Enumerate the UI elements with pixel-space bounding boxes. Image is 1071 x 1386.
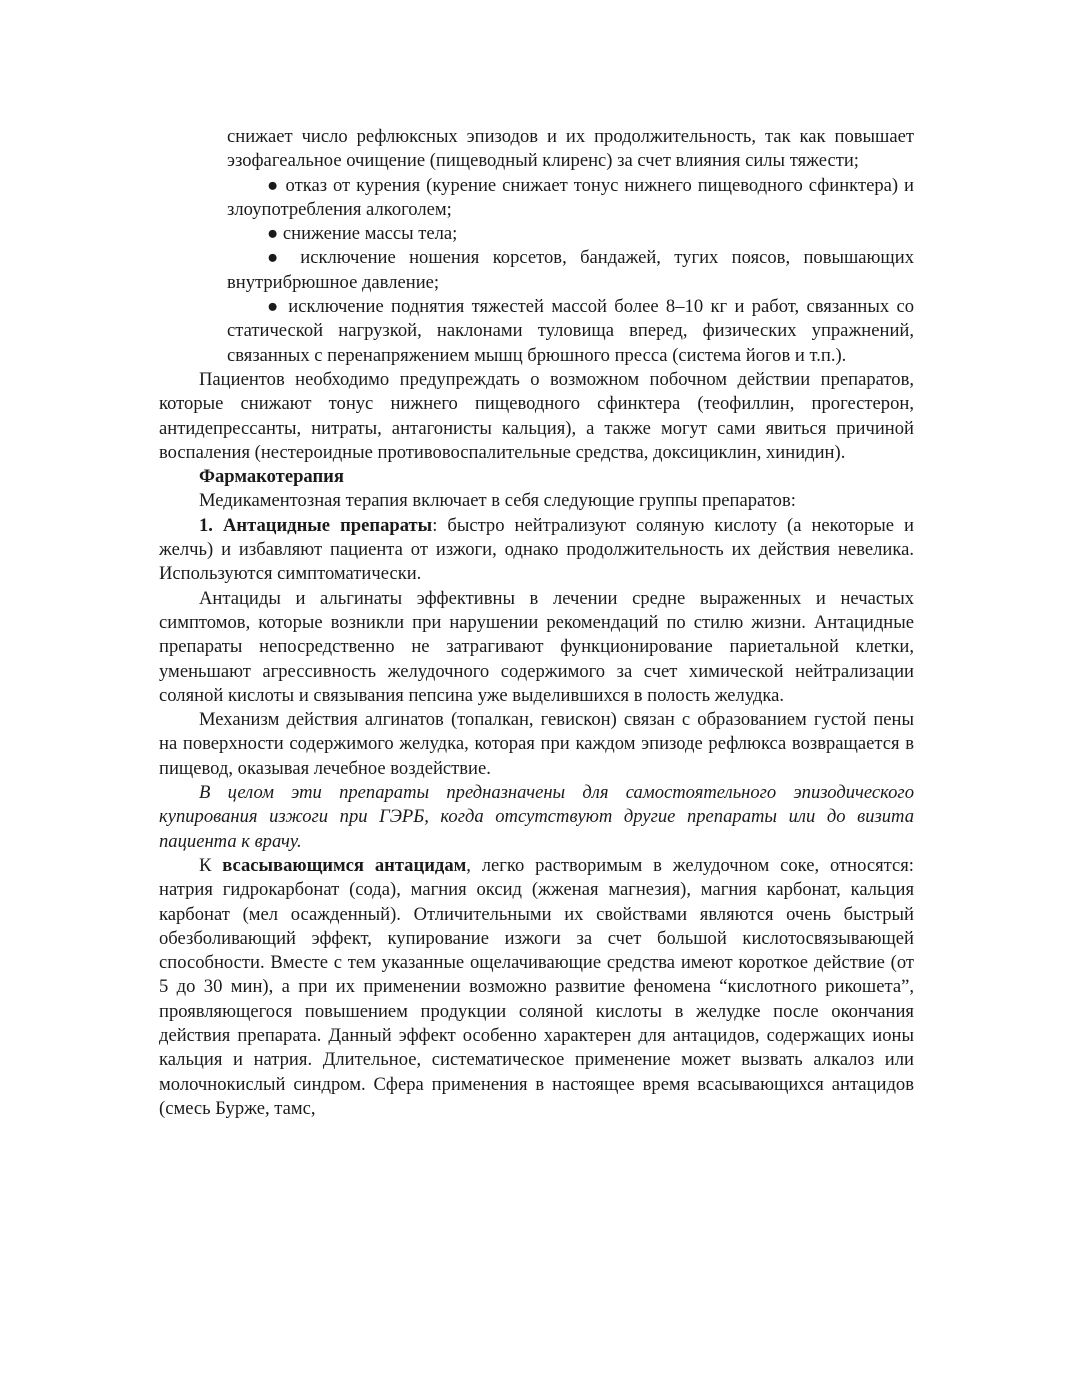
warning-paragraph: Пациентов необходимо предупреждать о возможном побочном действии препаратов, которые снижают тонус нижнего пищеводного сфинктера (теофиллин, прогестерон, антидепрессанты, нитраты, антагонисты кальция), а также могут сами явиться причиной воспаления (нестероидные противовоспалительные средства, доксициклин, хинидин).: [159, 368, 914, 463]
absorb-prefix: К: [199, 854, 223, 876]
alginates-paragraph: Антациды и альгинаты эффективны в лечении средне выраженных и нечастых симптомов, которые возникли при нарушении рекомендаций по стилю жизни. Антацидные препараты непосредственно не затрагивают функционирование париетальной клетки, уменьшают агрессивность желудочного содержимого за счет химической нейтрализации соляной кислоты и связывания пепсина уже выделившихся в полость желудка.: [159, 587, 914, 706]
antacids-paragraph: [159, 514, 914, 587]
section-heading-pharmacotherapy: Фармакотерапия: [199, 466, 344, 488]
bullet-item: ● отказ от курения (курение снижает тонус нижнего пищеводного сфинктера) и злоупотребления алкоголем;: [227, 174, 914, 220]
bullet-item: ● исключение ношения корсетов, бандажей, тугих поясов, повышающих внутрибрюшное давление;: [227, 247, 914, 293]
bullet-item: ● снижение массы тела;: [267, 223, 458, 245]
absorbable-antacids-paragraph: [159, 854, 914, 1121]
italic-note-paragraph: В целом эти препараты предназначены для самостоятельного эпизодического купирования изжоги при ГЭРБ, когда отсутствуют другие препараты или до визита пациента к врачу.: [159, 782, 914, 852]
antacids-heading: 1. Антацидные препараты: [199, 514, 433, 536]
document-page: [159, 125, 914, 1121]
absorb-text: , легко растворимым в желудочном соке, относятся: натрия гидрокарбонат (сода), магния оксид (жженая магнезия), магния карбонат, кальция карбонат (мел осажденный). Отличительными их свойствами являются очень быстрый обезболивающий эффект, купирование изжоги за счет большой кислотосвязывающей способности. Вместе с тем указанные ощелачивающие средства имеют короткое действие (от 5 до 30 мин), а при их применении возможно развитие феномена “кислотного рикошета”, проявляющегося повышением продукции соляной кислоты в желудке после окончания действия препарата. Данный эффект особенно характерен для антацидов, содержащих ионы кальция и натрия. Длительное, систематическое применение может вызвать алкалоз или молочнокислый синдром. Сфера применения в настоящее время всасывающихся антацидов (смесь Бурже, тамс,: [159, 854, 914, 1119]
mechanism-paragraph: Механизм действия алгинатов (топалкан, гевискон) связан с образованием густой пены на поверхности содержимого желудка, которая при каждом эпизоде рефлюкса возвращается в пищевод, оказывая лечебное воздействие.: [159, 709, 914, 779]
absorbable-antacids-term: всасывающимся антацидам: [222, 854, 467, 876]
continuation-paragraph: снижает число рефлюксных эпизодов и их продолжительность, так как повышает эзофагеальное очищение (пищеводный клиренс) за счет влияния силы тяжести;: [227, 126, 914, 172]
bullet-item: ● исключение поднятия тяжестей массой более 8–10 кг и работ, связанных со статической нагрузкой, наклонами туловища вперед, физических упражнений, связанных с перенапряжением мышц брюшного пресса (система йогов и т.п.).: [227, 296, 914, 366]
antacids-text: : быстро нейтрализуют соляную кислоту (а некоторые и желчь) и избавляют пациента от изжоги, однако продолжительность их действия невелика. Используются симптоматически.: [159, 514, 915, 585]
drug-groups-paragraph: Медикаментозная терапия включает в себя следующие группы препаратов:: [199, 490, 796, 512]
